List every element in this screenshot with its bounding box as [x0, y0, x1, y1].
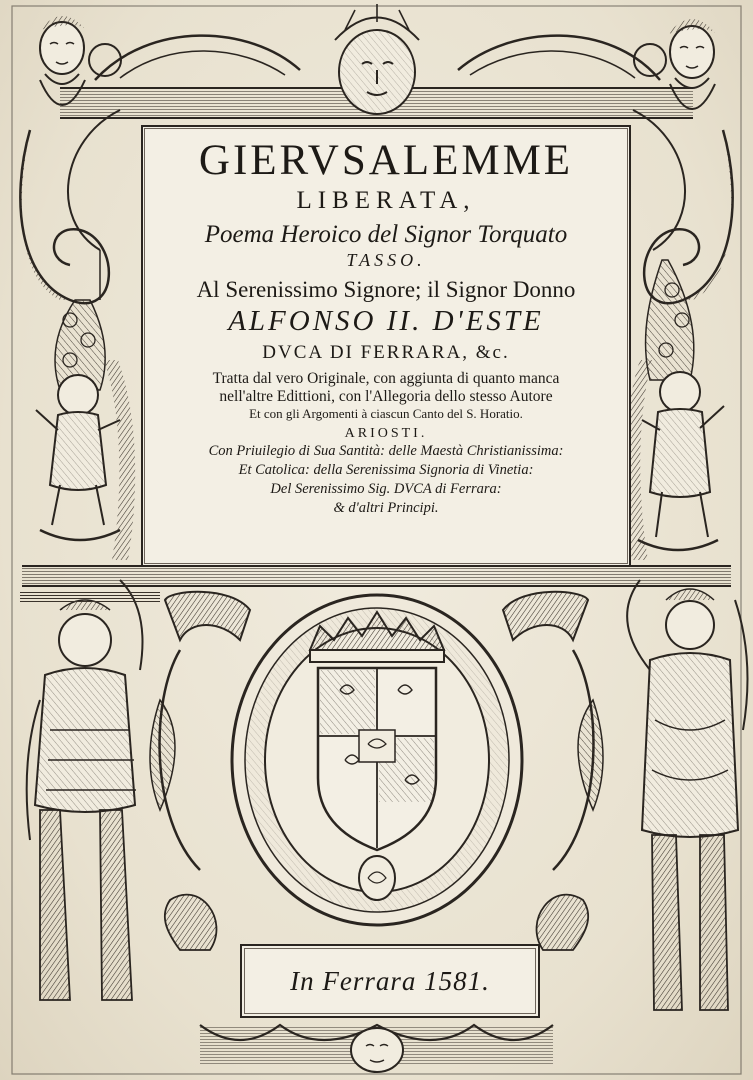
- imprint-cartouche: [240, 944, 540, 1018]
- author-name: TASSO.: [346, 250, 426, 271]
- edition-note-line-1: Tratta dal vero Originale, con aggiunta di quanto manca: [212, 370, 560, 388]
- left-column-ornament: [20, 110, 135, 560]
- privilege-line-2: Et Catolica: della Serenissima Signoria di Vinetia:: [238, 461, 534, 478]
- ariosti-line: ARIOSTI.: [344, 425, 428, 441]
- book-title: GIERVSALEMME: [198, 137, 574, 184]
- title-panel: [141, 125, 631, 567]
- coat-of-arms-oval: [150, 592, 603, 925]
- privilege-line-1: Con Priuilegio di Sua Santità: delle Maestà Christianissima:: [208, 442, 564, 459]
- privilege-line-3: Del Serenissimo Sig. DVCA di Ferrara:: [270, 480, 502, 497]
- dedicatee-title: DVCA DI FERRARA, &c.: [262, 342, 510, 364]
- top-mask-face: [335, 4, 419, 114]
- left-warrior-figure: [20, 580, 160, 1000]
- book-subtitle: LIBERATA,: [296, 187, 476, 215]
- dedicatee-name: ALFONSO II. D'ESTE: [228, 305, 544, 338]
- lower-entablature: [22, 566, 731, 586]
- dedication-line: Al Serenissimo Signore; il Signor Donno: [196, 277, 576, 303]
- privilege-line-4: & d'altri Principi.: [333, 499, 439, 516]
- imprint-text: In Ferrara 1581.: [290, 965, 490, 996]
- right-figure: [627, 580, 747, 1010]
- edition-note-line-2: nell'altre Edittioni, con l'Allegoria dello stesso Autore: [219, 388, 553, 406]
- genre-line: Poema Heroico del Signor Torquato: [204, 220, 568, 248]
- right-column-ornament: [625, 110, 733, 560]
- edition-note-line-3: Et con gli Argomenti à ciascun Canto del S. Horatio.: [249, 406, 523, 422]
